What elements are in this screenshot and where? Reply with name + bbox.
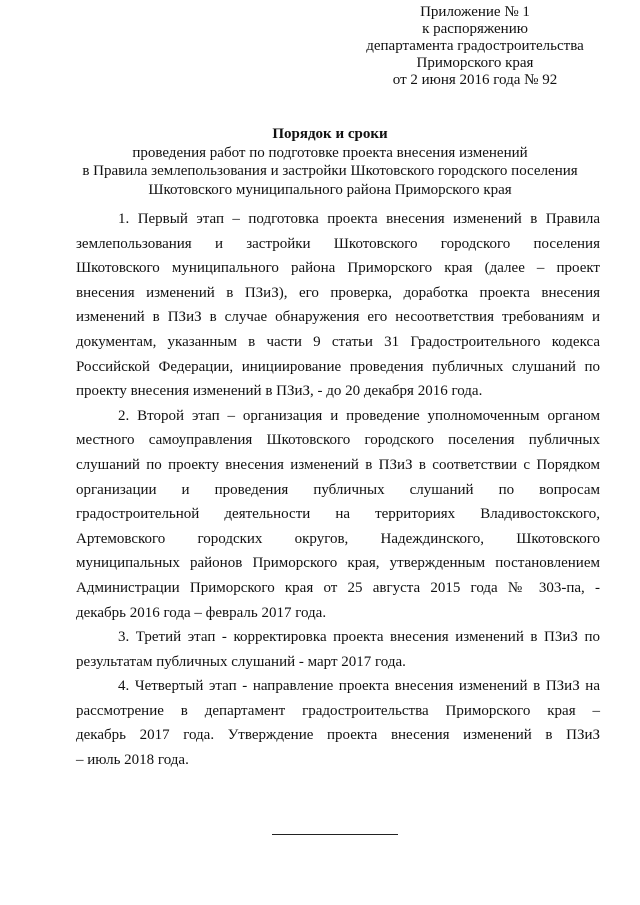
text-line: Администрации Приморского края от 25 августа 2015 года № 303-па, - [76,579,600,596]
paragraph-stage-4 [76,674,600,772]
text-line: слушаний по проекту внесения изменений в ПЗиЗ в соответствии с Порядком [76,456,600,473]
text-line: 2. Второй этап – организация и проведение уполномоченным органом [118,407,600,424]
text-line: декабрь 2017 года. Утверждение проекта внесения изменений в ПЗиЗ [76,727,600,744]
text-line: Артемовского городских округов, Надеждинского, Шкотовского [76,530,600,547]
text-line: проекту внесения изменений в ПЗиЗ, - до 20 декабря 2016 года. [76,383,483,400]
text-line: внесения изменений в ПЗиЗ), его проверка, доработка проекта внесения [76,284,600,301]
header-line: Приложение № 1 [420,4,530,20]
appendix-header [350,4,600,89]
text-line: Шкотовского муниципального района Приморского края (далее – проект [76,260,600,277]
header-line: Приморского края [416,55,534,71]
text-line: декабрь 2016 года – февраль 2017 года. [76,604,327,621]
text-line: землепользования и застройки Шкотовского городского поселения [76,235,600,252]
document-body [76,207,600,773]
text-line: муниципальных районов Приморского края, утвержденным постановлением [76,555,600,572]
paragraph-stage-2 [76,404,600,625]
end-divider [272,834,398,835]
document-subtitle-line: проведения работ по подготовке проекта внесения изменений [132,144,528,161]
document-subtitle-line: в Правила землепользования и застройки Шкотовского городского поселения [82,163,578,179]
header-line: департамента градостроительства [366,38,584,54]
text-line: градостроительной деятельности на территориях Владивостокского, [76,506,600,523]
text-line: результатам публичных слушаний - март 2017 года. [76,653,406,670]
text-line: документам, указанным в части 9 статьи 31 Градостроительного кодекса [76,333,600,350]
text-line: – июль 2018 года. [76,752,189,769]
text-line: изменений в ПЗиЗ в случае обнаружения его несоответствия требованиям и [76,309,600,326]
text-line: 1. Первый этап – подготовка проекта внесения изменений в Правила [118,211,600,227]
paragraph-stage-3 [76,625,600,674]
header-line: к распоряжению [422,21,528,37]
text-line: 3. Третий этап - корректировка проекта внесения изменений в ПЗиЗ по [118,629,600,646]
text-line: организации и проведения публичных слушаний по вопросам [76,481,600,498]
paragraph-stage-1 [76,207,600,404]
text-line: 4. Четвертый этап - направление проекта внесения изменений в ПЗиЗ на [118,678,600,695]
text-line: рассмотрение в департамент градостроительства Приморского края – [76,702,600,719]
text-line: Российской Федерации, инициирование проведения публичных слушаний по [76,358,600,375]
document-subtitle-line: Шкотовского муниципального района Приморского края [148,181,512,198]
text-line: местного самоуправления Шкотовского городского поселения публичных [76,432,600,449]
document-title-block [40,125,620,199]
document-title: Порядок и сроки [272,126,388,142]
header-line: от 2 июня 2016 года № 92 [392,72,558,88]
